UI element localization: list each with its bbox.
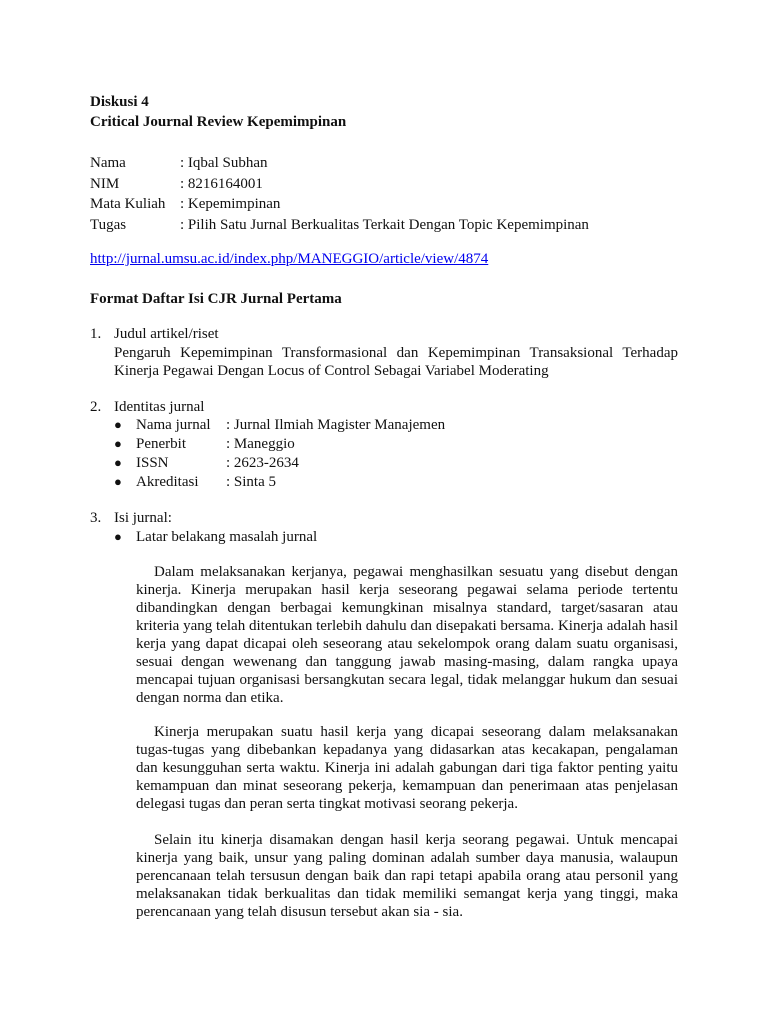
body-paragraph: Kinerja merupakan suatu hasil kerja yang dicapai seseorang dalam melaksanakan tugas-tugas yang dibebankan kepadanya yang didasarkan atas kecakapan, pengalaman dan kesungguhan serta waktu. Kinerja ini adalah gabungan dari tiga faktor penting yaitu kemampuan dan minat seseorang pekerja, kemampuan dan penerimaan atas penjelasan delegasi tugas dan peran serta tingkat motivasi seorang pekerja. bbox=[136, 724, 678, 812]
info-label-nim: NIM bbox=[90, 176, 120, 192]
format-title: Format Daftar Isi CJR Jurnal Pertama bbox=[90, 291, 342, 307]
info-value-nim: : 8216164001 bbox=[180, 176, 263, 192]
section-title: Identitas jurnal bbox=[114, 399, 205, 415]
section-number: 2. bbox=[90, 399, 102, 415]
info-label-nama: Nama bbox=[90, 155, 126, 171]
identity-key: Akreditasi bbox=[136, 474, 199, 490]
identity-key: ISSN bbox=[136, 455, 169, 471]
section-title: Judul artikel/riset bbox=[114, 326, 219, 342]
body-paragraph: Dalam melaksanakan kerjanya, pegawai menghasilkan sesuatu yang disebut dengan kinerja. Kinerja merupakan hasil kerja seseorang pegawai selama periode tertentu dibandingkan dengan berbagai kemungkinan misalnya standard, target/sasaran atau kriteria yang telah ditentukan terlebih dahulu dan disepakati bersama. Kinerja adalah hasil kerja yang dapat dicapai oleh seseorang atau sekelompok orang dalam suatu organisasi, sesuai dengan wewenang dan tanggung jawab masing-masing, dalam rangka upaya mencapai tujuan organisasi bersangkutan secara legal, tidak melanggar hukum dan sesuai dengan norma dan etika. bbox=[136, 564, 678, 706]
journal-identity-row bbox=[114, 435, 714, 453]
body-paragraph: Selain itu kinerja disamakan dengan hasil kerja seorang pegawai. Untuk mencapai kinerja yang baik, unsur yang paling dominan adalah sumber daya manusia, walaupun perencanaan telah tersusun dengan baik dan rapi tetapi apabila orang atau personil yang melaksanakan tidak berkualitas dan tidak memiliki semangat kerja yang tinggi, maka perencanaan yang telah disusun tersebut akan sia - sia. bbox=[136, 832, 678, 920]
identity-value: : Sinta 5 bbox=[226, 474, 277, 490]
info-label-mata-kuliah: Mata Kuliah bbox=[90, 196, 166, 212]
bullet-icon: ● bbox=[114, 417, 122, 432]
section-number: 1. bbox=[90, 326, 102, 342]
identity-key: Nama jurnal bbox=[136, 417, 211, 433]
identity-value: : 2623-2634 bbox=[226, 455, 299, 471]
bullet-icon: ● bbox=[114, 474, 122, 489]
identity-value: : Maneggio bbox=[226, 436, 295, 452]
document-title: Diskusi 4 bbox=[90, 94, 149, 110]
journal-identity-row bbox=[114, 454, 714, 472]
identity-key: Penerbit bbox=[136, 436, 186, 452]
bullet-icon: ● bbox=[114, 455, 122, 470]
content-bullet-row bbox=[114, 528, 714, 546]
content-bullet-label: Latar belakang masalah jurnal bbox=[136, 529, 318, 545]
journal-identity-row bbox=[114, 416, 714, 434]
section-title: Isi jurnal: bbox=[114, 510, 172, 526]
document-subtitle: Critical Journal Review Kepemimpinan bbox=[90, 114, 347, 130]
info-value-mata-kuliah: : Kepemimpinan bbox=[180, 196, 281, 212]
info-value-nama: : Iqbal Subhan bbox=[180, 155, 268, 171]
section-number: 3. bbox=[90, 510, 102, 526]
article-title-text: Pengaruh Kepemimpinan Transformasional dan Kepemimpinan Transaksional Terhadap Kinerja Pegawai Dengan Locus of Control Sebagai Variabel Moderating bbox=[114, 345, 678, 379]
bullet-icon: ● bbox=[114, 529, 122, 544]
journal-identity-row bbox=[114, 473, 714, 491]
journal-link[interactable]: http://jurnal.umsu.ac.id/index.php/MANEGGIO/article/view/4874 bbox=[90, 251, 489, 267]
identity-value: : Jurnal Ilmiah Magister Manajemen bbox=[226, 417, 446, 433]
info-value-tugas: : Pilih Satu Jurnal Berkualitas Terkait Dengan Topic Kepemimpinan bbox=[180, 217, 589, 233]
info-label-tugas: Tugas bbox=[90, 217, 127, 233]
bullet-icon: ● bbox=[114, 436, 122, 451]
